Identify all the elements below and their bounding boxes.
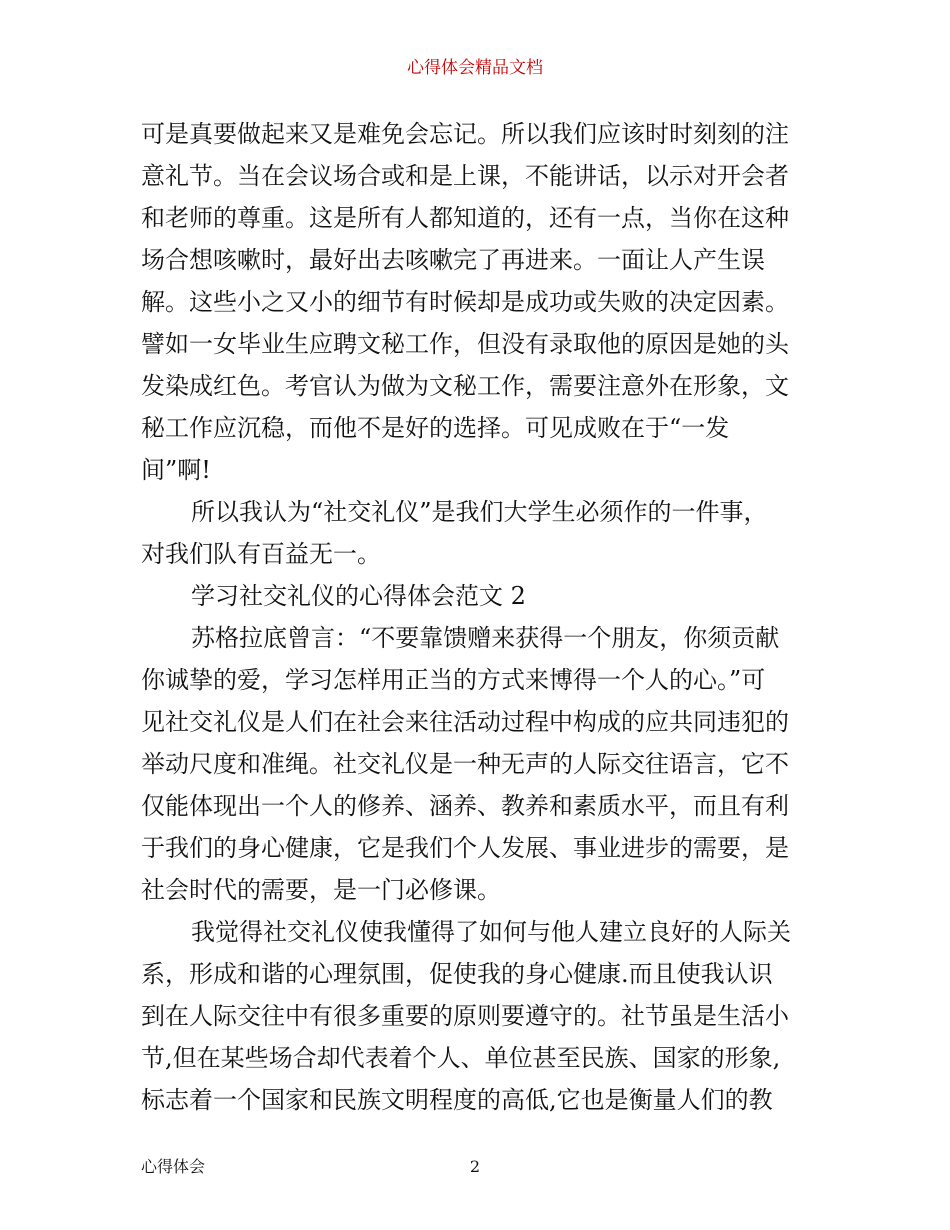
text-line: 秘工作应沉稳，而他不是好的选择。可见成败在于“一发 <box>141 414 730 442</box>
text-line: 譬如一女毕业生应聘文秘工作，但没有录取他的原因是她的头 <box>141 330 789 358</box>
text-line: 意礼节。当在会议场合或和是上课，不能讲话，以示对开会者 <box>141 162 789 190</box>
text-line: 所以我认为“社交礼仪”是我们大学生必须作的一件事， <box>191 498 768 526</box>
text-line: 仅能体现出一个人的修养、涵养、教养和素质水平，而且有利 <box>141 792 789 820</box>
text-line: 解。这些小之又小的细节有时候却是成功或失败的决定因素。 <box>141 288 789 316</box>
text-line: 对我们队有百益无一。 <box>141 540 381 568</box>
text-line: 我觉得社交礼仪使我懂得了如何与他人建立良好的人际关 <box>191 918 791 946</box>
text-line: 可是真要做起来又是难免会忘记。所以我们应该时时刻刻的注 <box>141 120 789 148</box>
text-line: 发染成红色。考官认为做为文秘工作，需要注意外在形象，文 <box>141 372 789 400</box>
section-heading: 学习社交礼仪的心得体会范文 2 <box>191 582 526 610</box>
text-line: 举动尺度和准绳。社交礼仪是一种无声的人际交往语言，它不 <box>141 750 789 778</box>
text-line: 场合想咳嗽时，最好出去咳嗽完了再进来。一面让人产生误 <box>141 246 765 274</box>
page-header-title: 心得体会精品文档 <box>407 58 543 78</box>
page-number: 2 <box>469 1157 481 1176</box>
text-line: 见社交礼仪是人们在社会来往活动过程中构成的应共同违犯的 <box>141 708 789 736</box>
text-line: 和老师的尊重。这是所有人都知道的，还有一点，当你在这种 <box>141 204 789 232</box>
text-line: 系，形成和谐的心理氛围，促使我的身心健康.而且使我认识 <box>141 960 773 988</box>
document-body <box>141 113 813 1121</box>
text-line: 到在人际交往中有很多重要的原则要遵守的。社节虽是生活小 <box>141 1002 789 1030</box>
text-line: 间”啊! <box>141 456 211 484</box>
footer-label: 心得体会 <box>141 1157 206 1176</box>
text-line: 于我们的身心健康，它是我们个人发展、事业进步的需要，是 <box>141 834 789 862</box>
text-line: 节,但在某些场合却代表着个人、单位甚至民族、国家的形象, <box>141 1044 781 1072</box>
text-line: 标志着一个国家和民族文明程度的高低,它也是衡量人们的教 <box>141 1086 773 1114</box>
text-line: 社会时代的需要，是一门必修课。 <box>141 876 501 904</box>
text-line: 你诚挚的爱，学习怎样用正当的方式来博得一个人的心。”可 <box>141 666 766 694</box>
text-line: 苏格拉底曾言：“不要靠馈赠来获得一个朋友，你须贡献 <box>191 624 780 652</box>
